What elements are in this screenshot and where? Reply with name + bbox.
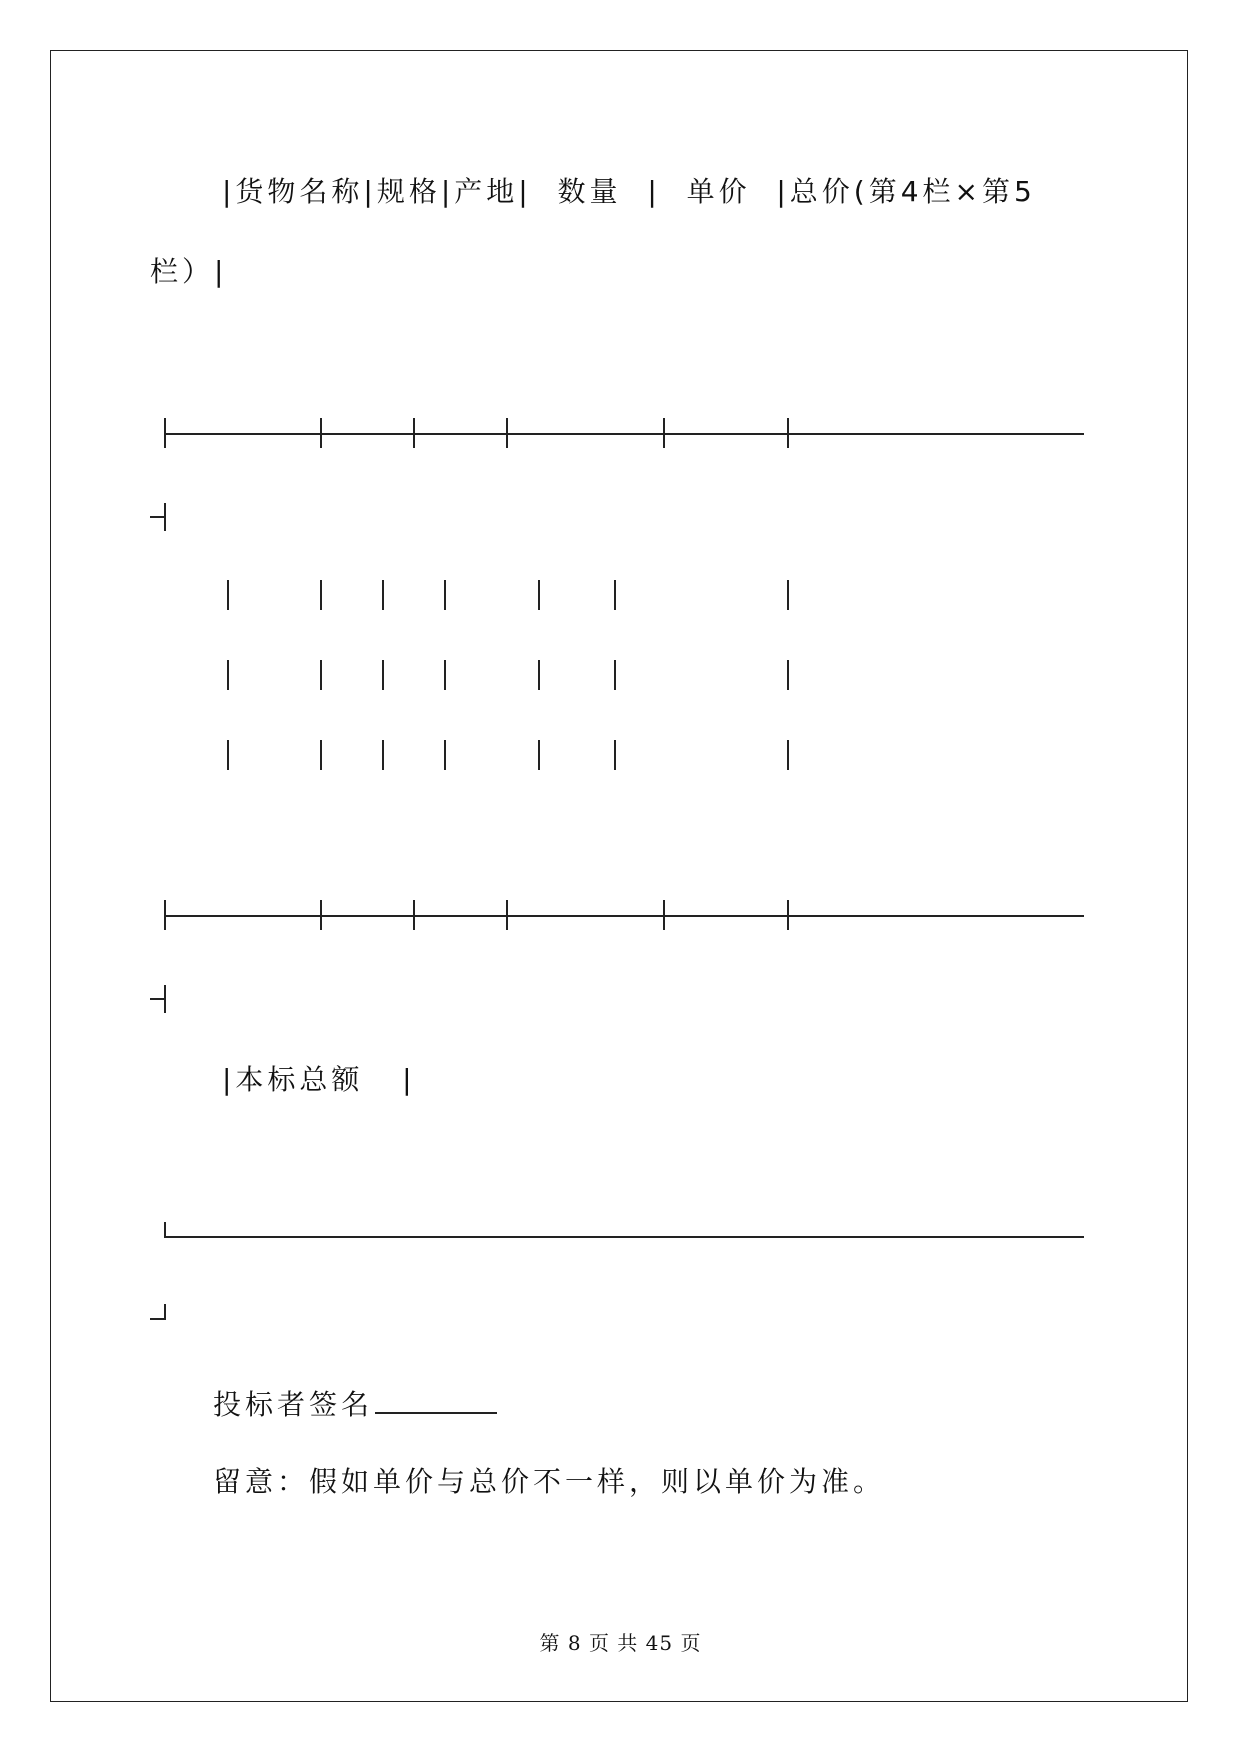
- total-amount-row: |本标总额 |: [222, 1063, 416, 1096]
- signature-label: 投标者签名: [213, 1388, 374, 1421]
- signature-blank: [375, 1388, 497, 1414]
- table-header-line-1: |货物名称|规格|产地| 数量 | 单价 |总价(第4栏×第5: [222, 175, 1036, 208]
- note-text: 留意：假如单价与总价不一样，则以单价为准。: [213, 1465, 886, 1498]
- page-border: [50, 50, 1188, 1702]
- signature-line: [213, 1388, 497, 1419]
- page-footer: 第 8 页 共 45 页: [539, 1631, 702, 1655]
- table-header-line-2: 栏）|: [150, 255, 228, 288]
